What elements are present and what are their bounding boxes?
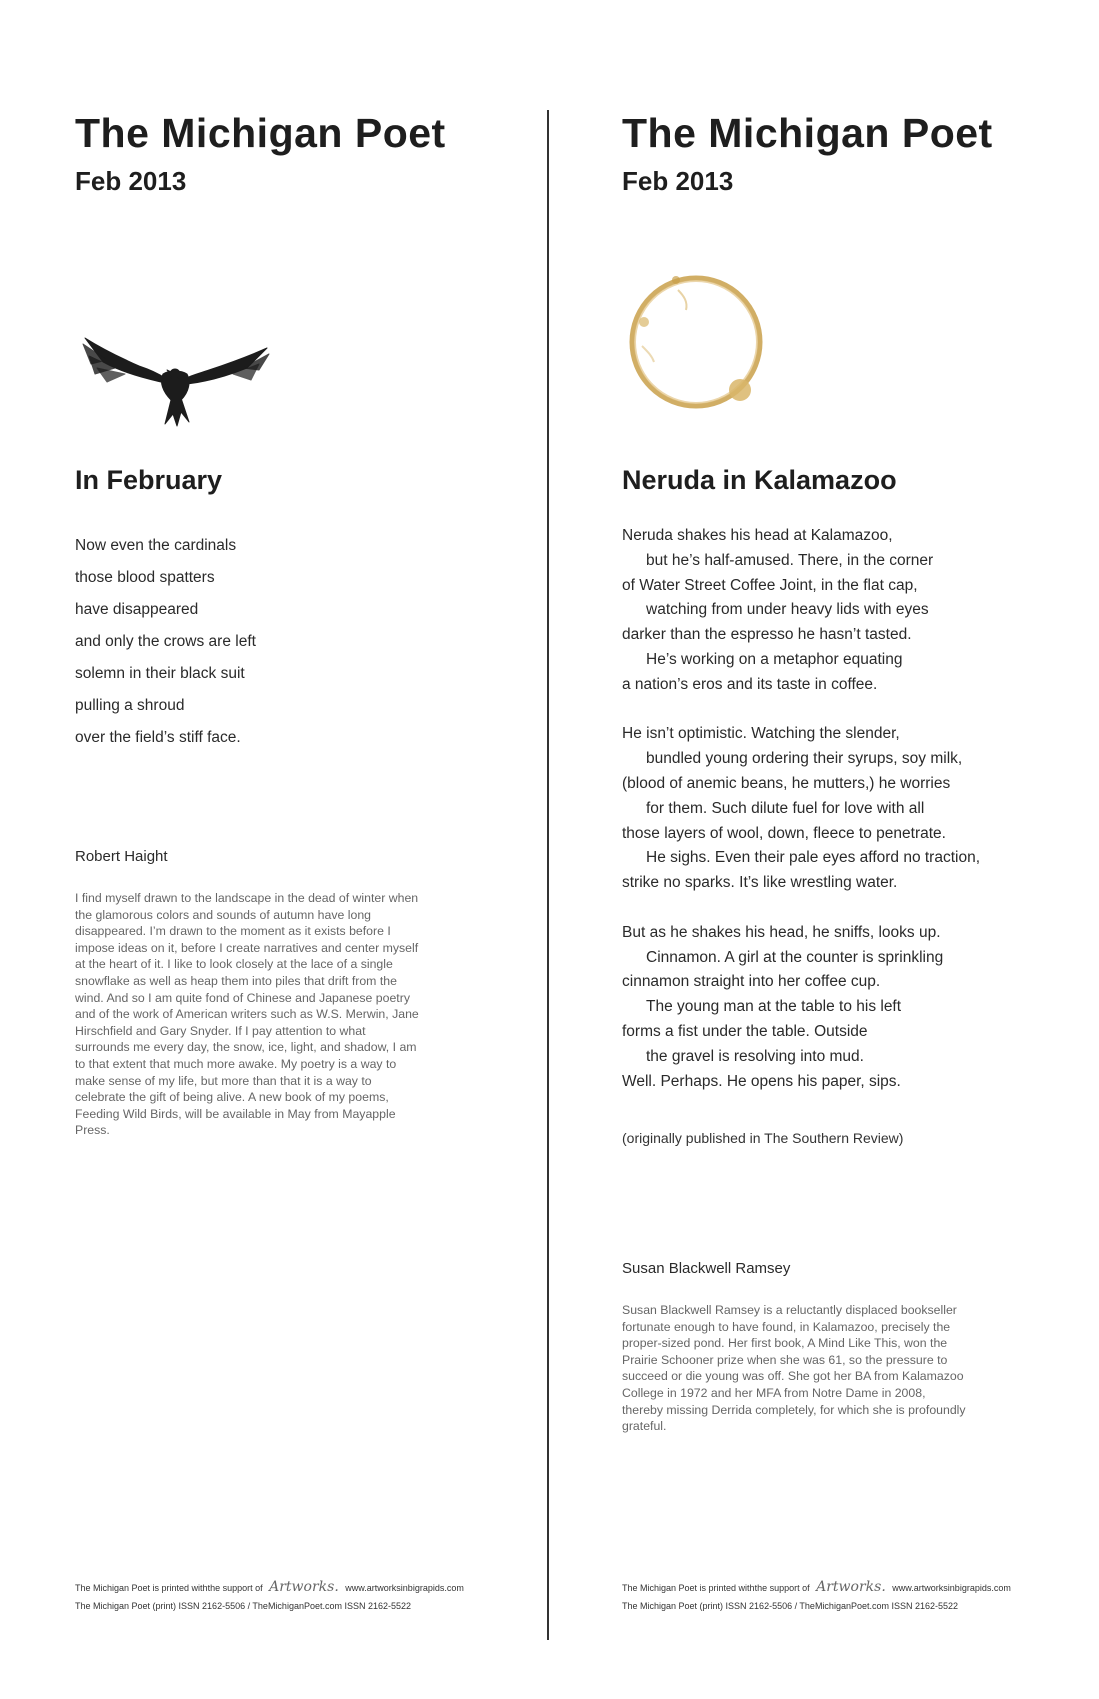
masthead-title: The Michigan Poet	[622, 110, 993, 156]
poem-line: (blood of anemic beans, he mutters,) he worries	[622, 774, 951, 792]
poem-line: and only the crows are left	[75, 633, 256, 650]
poem-line: strike no sparks. It’s like wrestling water.	[622, 874, 898, 892]
poem-line: a nation’s eros and its taste in coffee.	[622, 675, 878, 693]
author-name: Robert Haight	[75, 848, 168, 865]
support-credit	[622, 1579, 1011, 1595]
publication-note: (originally published in The Southern Review)	[622, 1130, 904, 1146]
right-page	[622, 0, 1082, 1699]
poem-line: those blood spatters	[75, 569, 215, 586]
issn-line: The Michigan Poet (print) ISSN 2162-5506 / TheMichiganPoet.com ISSN 2162-5522	[622, 1601, 959, 1611]
crow-icon	[81, 330, 271, 430]
poem-line: but he’s half-amused. There, in the corner	[646, 551, 934, 569]
poem-title: In February	[75, 465, 223, 495]
poem-line: solemn in their black suit	[75, 665, 245, 682]
poem-line: have disappeared	[75, 601, 199, 618]
issn-line: The Michigan Poet (print) ISSN 2162-5506 / TheMichiganPoet.com ISSN 2162-5522	[75, 1601, 412, 1611]
poem-body	[75, 530, 256, 754]
poem-line: over the field’s stiff face.	[75, 729, 241, 746]
stanza-break	[622, 698, 1072, 723]
author-bio: Susan Blackwell Ramsey is a reluctantly displaced bookseller fortunate enough to have found, in Kalamazoo, precisely the proper-sized pond. Her first book, A Mind Like This, won the Prairie Schooner prize when she was 61, so the pressure to succeed or die young was off. She got her BA from Kalamazoo College in 1972 and her MFA from Notre Dame in 2008, thereby missing Derrida completely, for which she is profoundly grateful.	[622, 1303, 966, 1434]
artworks-logo: Artworks.	[816, 1579, 886, 1595]
poem-line: forms a fist under the table. Outside	[622, 1022, 868, 1040]
author-name: Susan Blackwell Ramsey	[622, 1260, 791, 1277]
support-credit	[75, 1579, 464, 1595]
poem-line: The young man at the table to his left	[646, 998, 902, 1016]
poem-line: Well. Perhaps. He opens his paper, sips.	[622, 1072, 901, 1090]
left-page	[75, 0, 535, 1699]
column-divider	[547, 110, 549, 1640]
website-link[interactable]: www.artworksinbigrapids.com	[892, 1583, 1011, 1593]
poem-line: those layers of wool, down, fleece to penetrate.	[622, 824, 946, 842]
stanza-break	[622, 896, 1072, 921]
poem-body	[622, 524, 1072, 1094]
artworks-logo: Artworks.	[269, 1579, 339, 1595]
poem-line: Now even the cardinals	[75, 537, 237, 554]
author-bio: I find myself drawn to the landscape in the dead of winter when the glamorous colors and sounds of autumn have long disappeared. I’m drawn to the moment as it exists before I impose ideas on it, before I create narratives and center myself at the heart of it. I like to look closely at the lace of a single snowflake as well as heap them into piles that drift from the wind. And so I am quite fond of Chinese and Japanese poetry and of the work of American writers such as W.S. Merwin, Jane Hirschfield and Gary Snyder. If I pay attention to what surrounds me every day, the snow, ice, light, and shadow, I am to that extent that much more awake. My poetry is a way to make sense of my life, but more than that it is a way to celebrate the gift of being alive. A new book of my poems, Feeding Wild Birds, will be available in May from Mayapple Press.	[75, 891, 419, 1138]
support-text: The Michigan Poet is printed withthe support of	[75, 1583, 263, 1593]
masthead-title: The Michigan Poet	[75, 110, 446, 156]
support-text: The Michigan Poet is printed withthe support of	[622, 1583, 810, 1593]
poem-line: watching from under heavy lids with eyes	[646, 601, 929, 619]
poem-line: He isn’t optimistic. Watching the slender,	[622, 725, 900, 743]
issue-date: Feb 2013	[75, 166, 187, 196]
poem-title: Neruda in Kalamazoo	[622, 465, 897, 495]
poem-line: But as he shakes his head, he sniffs, looks up.	[622, 923, 941, 941]
coffee-ring-icon	[618, 262, 778, 422]
website-link[interactable]: www.artworksinbigrapids.com	[345, 1583, 464, 1593]
poem-line: Neruda shakes his head at Kalamazoo,	[622, 527, 893, 544]
poem-line: He sighs. Even their pale eyes afford no traction,	[646, 849, 981, 867]
poem-line: cinnamon straight into her coffee cup.	[622, 973, 881, 991]
poem-line: darker than the espresso he hasn’t tasted.	[622, 626, 912, 644]
issue-date: Feb 2013	[622, 166, 734, 196]
poem-line: Cinnamon. A girl at the counter is sprinkling	[646, 948, 944, 966]
poem-line: bundled young ordering their syrups, soy milk,	[646, 750, 963, 768]
poem-line: for them. Such dilute fuel for love with all	[646, 799, 925, 817]
poem-line: He’s working on a metaphor equating	[646, 650, 903, 668]
poem-line: of Water Street Coffee Joint, in the flat cap,	[622, 576, 918, 594]
poem-line: pulling a shroud	[75, 697, 185, 714]
poem-line: the gravel is resolving into mud.	[646, 1047, 864, 1065]
